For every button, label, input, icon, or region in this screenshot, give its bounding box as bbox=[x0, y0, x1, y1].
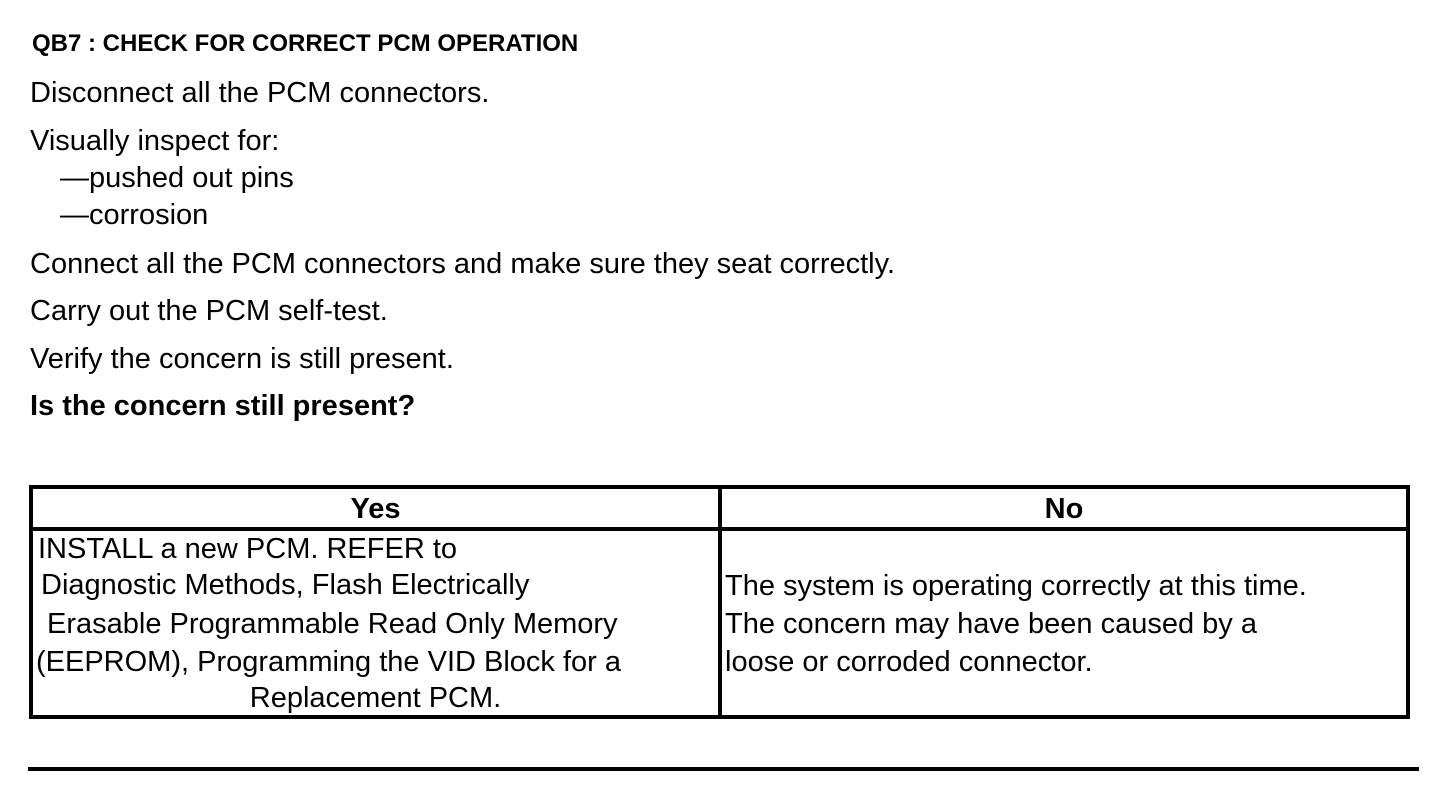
yes-line: Erasable Programmable Read Only Memory bbox=[47, 608, 618, 640]
question: Is the concern still present? bbox=[30, 390, 416, 422]
section-heading: QB7 : CHECK FOR CORRECT PCM OPERATION bbox=[32, 30, 579, 57]
bottom-rule bbox=[28, 767, 1419, 771]
step-connect: Connect all the PCM connectors and make sure they seat correctly. bbox=[30, 248, 896, 280]
step-disconnect: Disconnect all the PCM connectors. bbox=[30, 77, 490, 109]
no-line: The system is operating correctly at this time. bbox=[725, 570, 1307, 602]
yes-line: Replacement PCM. bbox=[249, 682, 502, 714]
step-inspect: Visually inspect for: bbox=[30, 125, 280, 157]
no-header: No bbox=[1044, 493, 1084, 525]
yes-header: Yes bbox=[350, 493, 401, 525]
inspect-item-pins: —pushed out pins bbox=[60, 162, 294, 194]
result-table bbox=[29, 485, 1410, 719]
no-line: loose or corroded connector. bbox=[725, 646, 1093, 678]
inspect-item-corrosion: —corrosion bbox=[60, 199, 209, 231]
header-divider bbox=[33, 527, 1406, 531]
step-verify: Verify the concern is still present. bbox=[30, 343, 454, 375]
step-self-test: Carry out the PCM self-test. bbox=[30, 295, 388, 327]
no-line: The concern may have been caused by a bbox=[725, 608, 1257, 640]
yes-line: INSTALL a new PCM. REFER to bbox=[38, 533, 458, 565]
yes-line: (EEPROM), Programming the VID Block for a bbox=[36, 646, 621, 678]
yes-line: Diagnostic Methods, Flash Electrically bbox=[41, 569, 530, 601]
